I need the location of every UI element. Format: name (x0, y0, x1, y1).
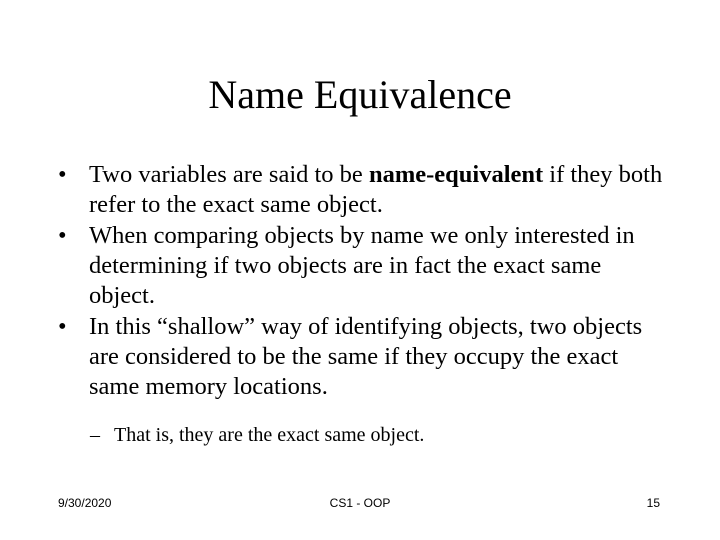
bullet-text-part: Two variables are said to be (89, 161, 369, 188)
footer-page-number: 15 (646, 496, 660, 510)
bullet-marker: • (58, 222, 67, 249)
bullet-marker: • (58, 313, 67, 340)
bullet-text-part: if they both refer to the exact same object. (89, 161, 663, 218)
sub-bullet-item (90, 422, 650, 448)
bullet-bold-term: name-equivalent (368, 161, 544, 188)
sub-bullet-marker: – (90, 424, 100, 446)
bullet-item (58, 312, 668, 402)
bullet-marker: • (58, 161, 67, 188)
bullet-text: When comparing objects by name we only interested in determining if two objects are in fact the exact same object. (89, 222, 635, 309)
footer-date: 9/30/2020 (58, 496, 112, 510)
bullet-item (58, 221, 668, 311)
sub-bullet-text: That is, they are the exact same object. (114, 424, 425, 446)
bullet-list (58, 160, 668, 403)
slide-title: Name Equivalence (208, 72, 512, 117)
bullet-item (58, 160, 668, 220)
bullet-text: In this “shallow” way of identifying objects, two objects are considered to be the same if they occupy the exact same memory locations. (89, 313, 643, 400)
footer-course: CS1 - OOP (329, 496, 391, 510)
bullet-text (89, 161, 662, 218)
